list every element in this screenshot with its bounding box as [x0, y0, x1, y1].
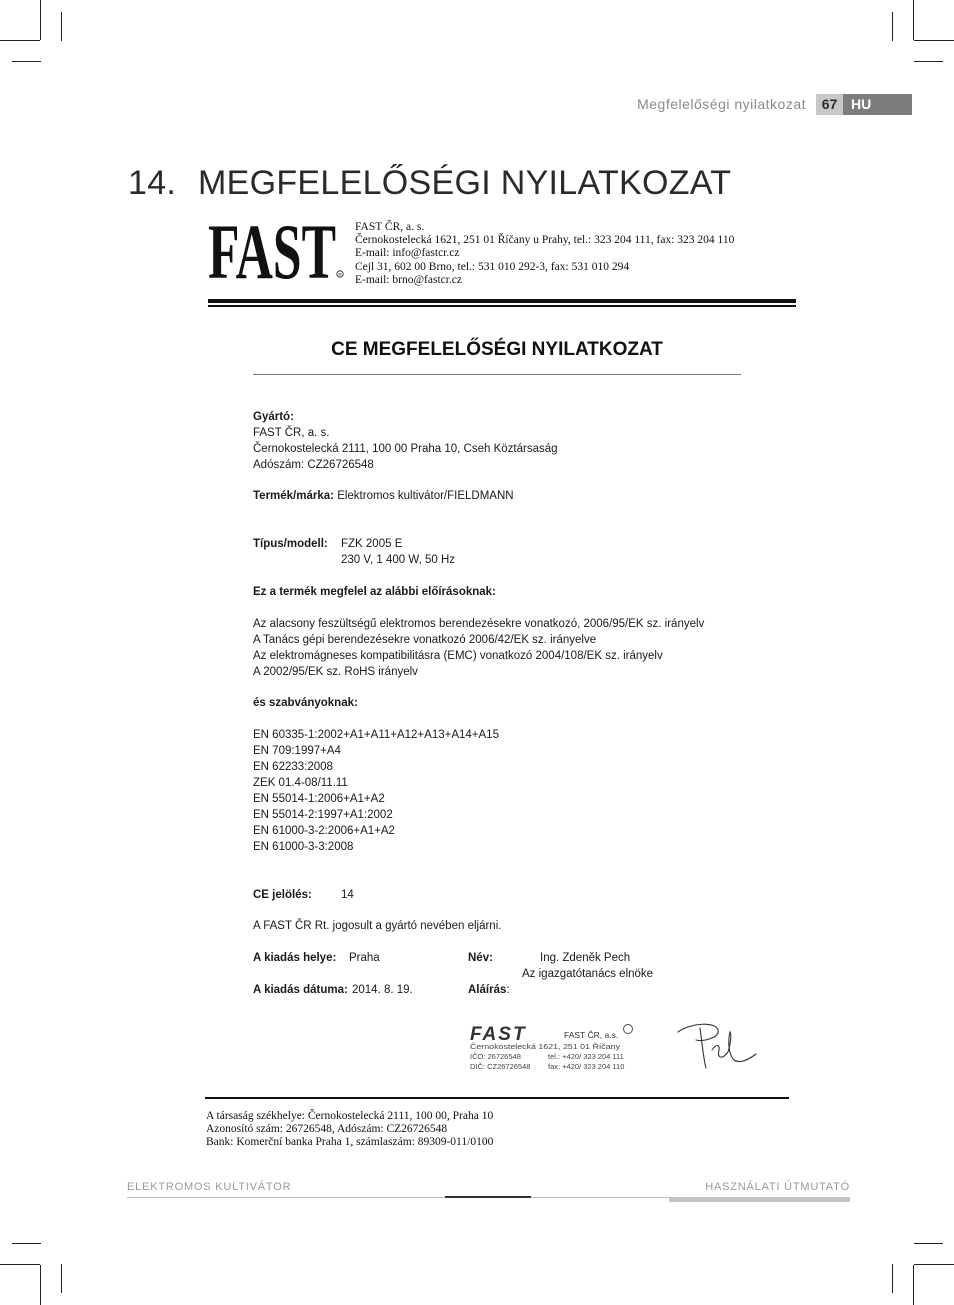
name-role: Az igazgatótanács elnöke [522, 968, 654, 980]
place-label: A kiadás helye: [253, 952, 337, 964]
signature-colon: : [506, 984, 510, 996]
manufacturer-line: Adószám: CZ26726548 [253, 459, 374, 471]
company-stamp [468, 1020, 638, 1072]
letterhead-line: E-mail: brno@fastcr.cz [355, 273, 463, 286]
product-row [253, 488, 514, 504]
letterhead-line: Cejl 31, 602 00 Brno, tel.: 531 010 292-3, fax: 531 010 294 [355, 260, 630, 273]
place-value: Praha [349, 952, 380, 964]
standards-heading: és szabványoknak: [253, 697, 358, 709]
letterhead-address [355, 221, 734, 287]
standard-item: EN 61000-3-2:2006+A1+A2 [253, 825, 395, 837]
section-title: MEGFELELŐSÉGI NYILATKOZAT [198, 164, 732, 202]
title-underline [253, 374, 741, 375]
type-specs: 230 V, 1 400 W, 50 Hz [341, 554, 456, 566]
standard-item: EN 55014-2:1997+A1:2002 [253, 809, 393, 821]
product-label: Termék/márka: [253, 490, 334, 502]
declaration-title: CE MEGFELELŐSÉGI NYILATKOZAT [331, 339, 663, 360]
standard-item: EN 60335-1:2002+A1+A11+A12+A13+A14+A15 [253, 729, 499, 741]
crop-mark [913, 1265, 914, 1305]
crop-mark [61, 12, 62, 41]
stamp-dic: DIČ: CZ26726548 [470, 1062, 531, 1071]
signature-label: Aláírás [468, 984, 507, 996]
company-footer-divider [205, 1097, 789, 1099]
letterhead-line: FAST ČR, a. s. [355, 221, 425, 233]
crop-mark [40, 1265, 41, 1305]
ce-value: 14 [341, 889, 354, 901]
directive-item: A 2002/95/EK sz. RoHS irányelv [253, 666, 418, 678]
svg-text:R: R [338, 271, 342, 277]
crop-mark [914, 61, 943, 62]
standard-item: EN 62233:2008 [253, 761, 333, 773]
date-value: 2014. 8. 19. [352, 984, 413, 996]
manufacturer-label: Gyártó: [253, 411, 294, 423]
name-value: Ing. Zdeněk Pech [540, 952, 631, 964]
directive-item: Az elektromágneses kompatibilitásra (EMC) vonatkozó 2004/108/EK sz. irányelv [253, 650, 663, 662]
crop-mark [914, 40, 954, 41]
name-label: Név: [468, 952, 493, 964]
section-number: 14. [128, 164, 177, 202]
stamp-company: FAST ČR, a.s. [564, 1030, 619, 1040]
language-tab: HU [843, 94, 912, 115]
footer-line [531, 1197, 669, 1198]
product-value: Elektromos kultivátor/FIELDMANN [337, 490, 514, 502]
crop-mark [0, 40, 40, 41]
standard-item: ZEK 01.4-08/11.11 [253, 777, 348, 789]
footer-line-accent [445, 1196, 531, 1198]
footer-line [127, 1197, 445, 1198]
manufacturer-line: FAST ČR, a. s. [253, 427, 330, 439]
ce-label: CE jelölés: [253, 889, 312, 901]
letterhead-divider [208, 299, 796, 303]
fast-logo-text: FAST [208, 220, 336, 280]
handwritten-signature [672, 1020, 758, 1072]
authorization-statement: A FAST ČR Rt. jogosult a gyártó nevében eljárni. [253, 920, 502, 932]
crop-mark [914, 1243, 943, 1244]
footer-product-name: ELEKTROMOS KULTIVÁTOR [127, 1181, 292, 1193]
company-footer-line: Azonosító szám: 26726548, Adószám: CZ26726548 [206, 1123, 448, 1135]
type-label: Típus/modell: [253, 538, 328, 550]
stamp-tel: tel.: +420/ 323 204 111 [548, 1052, 624, 1061]
type-model: FZK 2005 E [341, 538, 403, 550]
running-header-title: Megfelelőségi nyilatkozat [637, 96, 806, 112]
standard-item: EN 61000-3-3:2008 [253, 841, 354, 853]
letterhead-line: E-mail: info@fastcr.cz [355, 247, 460, 260]
crop-mark [12, 1243, 41, 1244]
company-footer-line: Bank: Komerční banka Praha 1, számlaszám: 89309-011/0100 [206, 1136, 494, 1148]
date-label: A kiadás dátuma: [253, 984, 348, 996]
signature-row [468, 982, 510, 998]
directive-item: A Tanács gépi berendezésekre vonatkozó 2006/42/EK sz. irányelve [253, 634, 597, 646]
stamp-fax: fax: +420/ 323 204 110 [548, 1062, 625, 1071]
crop-mark [913, 0, 914, 40]
directive-item: Az alacsony feszültségű elektromos berendezésekre vonatkozó, 2006/95/EK sz. irányelv [253, 618, 705, 630]
standard-item: EN 709:1997+A4 [253, 745, 341, 757]
manufacturer-line: Černokostelecká 2111, 100 00 Praha 10, Cseh Köztársaság [253, 443, 558, 455]
stamp-ico: IČO: 26726548 [470, 1052, 521, 1061]
letterhead-divider-thin [208, 305, 796, 307]
crop-mark [12, 61, 41, 62]
footer-bar [669, 1197, 850, 1202]
section-heading [128, 164, 731, 203]
compliance-heading: Ez a termék megfelel az alábbi előírásoknak: [253, 586, 496, 598]
crop-mark [892, 1264, 893, 1293]
page-number: 67 [816, 94, 843, 115]
stamp-address: Černokostelecká 1621, 251 01 Říčany [470, 1044, 589, 1051]
crop-mark [40, 0, 41, 40]
crop-mark [61, 1264, 62, 1293]
crop-mark [914, 1264, 954, 1265]
standard-item: EN 55014-1:2006+A1+A2 [253, 793, 385, 805]
company-footer-line: A társaság székhelye: Černokostelecká 2111, 100 00, Praha 10 [206, 1110, 494, 1122]
stamp-logo: FAST [470, 1024, 527, 1045]
letterhead-line: Černokostelecká 1621, 251 01 Říčany u Prahy, tel.: 323 204 111, fax: 323 204 110 [355, 234, 735, 247]
crop-mark [0, 1264, 40, 1265]
crop-mark [892, 12, 893, 41]
fast-logo [208, 220, 344, 280]
footer-manual-title: HASZNÁLATI ÚTMUTATÓ [705, 1181, 850, 1193]
